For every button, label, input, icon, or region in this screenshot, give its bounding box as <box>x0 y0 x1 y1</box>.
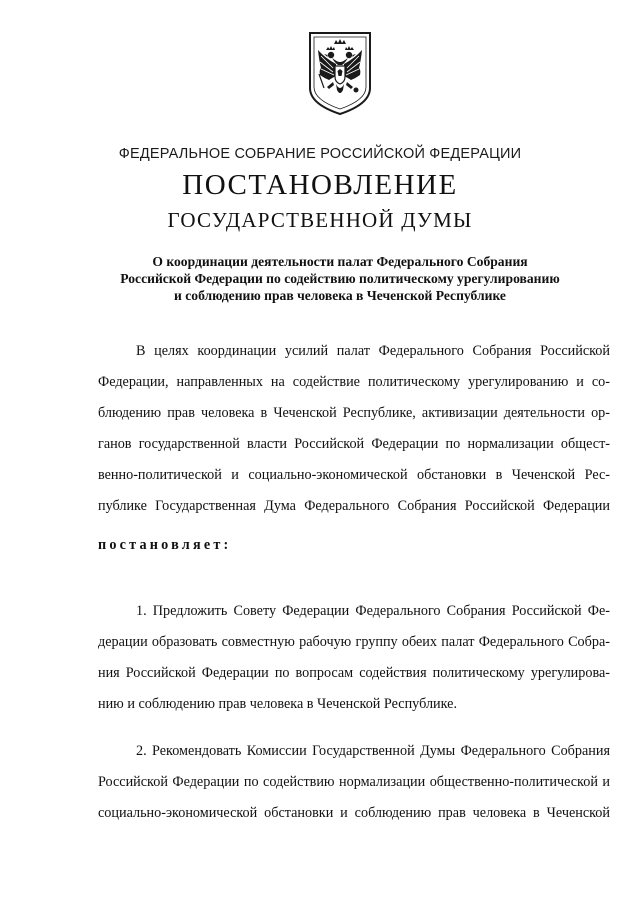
assembly-header: ФЕДЕРАЛЬНОЕ СОБРАНИЕ РОССИЙСКОЙ ФЕДЕРАЦИИ <box>118 146 522 162</box>
paragraph-line: блюдению прав человека в Чеченской Республике, активизации деятельности ор- <box>98 405 610 421</box>
state-emblem-icon <box>307 30 373 116</box>
paragraph-line: 1. Предложить Совету Федерации Федерального Собрания Российской Фе- <box>136 603 610 619</box>
paragraph-line: ния Российской Федерации по вопросам содействия политическому урегулирова- <box>98 665 610 681</box>
paragraph-line: 2. Рекомендовать Комиссии Государственной Думы Федерального Собрания <box>136 743 610 759</box>
subject-title-line: и соблюдению прав человека в Чеченской Республике <box>174 288 506 303</box>
item-1-paragraph <box>98 596 610 720</box>
paragraph-line: социально-экономической обстановки и соблюдению прав человека в Чеченской <box>98 805 610 821</box>
document-type-title: ПОСТАНОВЛЕНИЕ <box>182 169 458 201</box>
document-subject-title <box>100 253 580 304</box>
subject-title-line: О координации деятельности палат Федерального Собрания <box>152 254 528 269</box>
subject-title-line: Российской Федерации по содействию политическому урегулированию <box>120 271 560 286</box>
paragraph-line: ганов государственной власти Российской Федерации по нормализации общест- <box>98 436 610 452</box>
document-issuer: ГОСУДАРСТВЕННОЙ ДУМЫ <box>167 208 473 232</box>
paragraph-line: венно-политической и социально-экономической обстановки в Чеченской Рес- <box>98 467 610 483</box>
item-2-paragraph <box>98 736 610 829</box>
paragraph-line: Российской Федерации по содействию нормализации общественно-политической и <box>98 774 610 790</box>
paragraph-line: В целях координации усилий палат Федерального Собрания Российской <box>136 343 610 359</box>
paragraph-line: дерации образовать совместную рабочую группу обеих палат Федерального Собра- <box>98 634 610 650</box>
paragraph-line: публике Государственная Дума Федерального Собрания Российской Федерации <box>98 498 610 514</box>
paragraph-line: нию и соблюдению прав человека в Чеченской Республике. <box>98 696 458 712</box>
preamble-paragraph <box>98 336 610 522</box>
paragraph-line: Федерации, направленных на содействие политическому урегулированию и со- <box>98 374 610 390</box>
decree-word: постановляет: <box>98 537 232 553</box>
